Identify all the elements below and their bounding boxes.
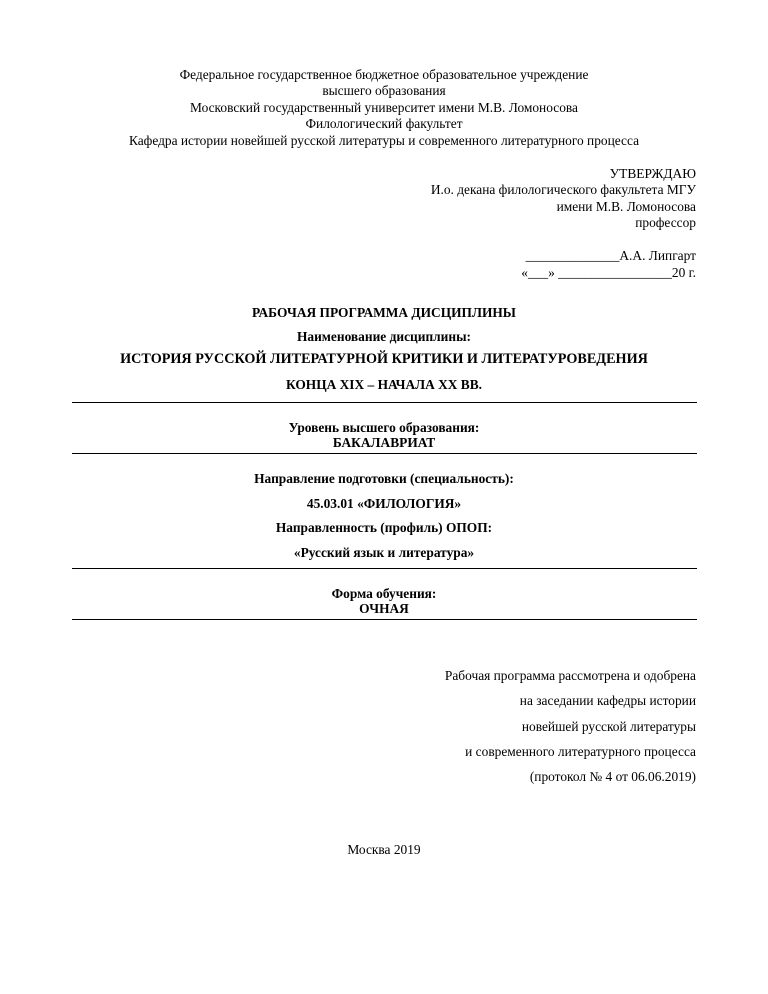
profile-value: «Русский язык и литература» xyxy=(293,545,475,560)
direction-value: 45.03.01 «ФИЛОЛОГИЯ» xyxy=(306,496,462,511)
review-protocol: (протокол № 4 от 06.06.2019) xyxy=(529,769,696,784)
approval-position-1: И.о. декана филологического факультета МГУ xyxy=(430,182,696,197)
header-faculty: Филологический факультет xyxy=(305,116,463,131)
program-heading: РАБОЧАЯ ПРОГРАММА ДИСЦИПЛИНЫ xyxy=(252,305,516,320)
study-form-label: Форма обучения: xyxy=(331,586,437,601)
discipline-name-line-2: КОНЦА XIX – НАЧАЛА XX ВВ. xyxy=(285,377,483,392)
header-university: Московский государственный университет имени М.В. Ломоносова xyxy=(190,100,578,115)
review-line-2: на заседании кафедры истории xyxy=(519,693,696,708)
approval-title: профессор xyxy=(635,215,696,230)
review-line-3: новейшей русской литературы xyxy=(521,719,696,734)
level-label: Уровень высшего образования: xyxy=(288,420,480,435)
review-line-4: и современного литературного процесса xyxy=(465,744,696,759)
profile-label: Направленность (профиль) ОПОП: xyxy=(275,520,493,535)
header-institution-type: Федеральное государственное бюджетное образовательное учреждение xyxy=(179,67,589,82)
approval-date: «___» _________________20 г. xyxy=(521,265,696,280)
header-education-level: высшего образования xyxy=(322,83,446,98)
direction-label: Направление подготовки (специальность): xyxy=(254,471,514,486)
level-value: БАКАЛАВРИАТ xyxy=(332,435,436,450)
city-year: Москва 2019 xyxy=(347,842,421,857)
discipline-name-label: Наименование дисциплины: xyxy=(296,329,472,344)
divider xyxy=(72,402,697,403)
approval-position-2: имени М.В. Ломоносова xyxy=(556,199,696,214)
discipline-name-line-1: ИСТОРИЯ РУССКОЙ ЛИТЕРАТУРНОЙ КРИТИКИ И ЛИТЕРАТУРОВЕДЕНИЯ xyxy=(120,351,648,367)
divider xyxy=(72,568,697,569)
divider xyxy=(72,619,697,620)
review-line-1: Рабочая программа рассмотрена и одобрена xyxy=(444,668,696,683)
study-form-value: ОЧНАЯ xyxy=(359,601,409,616)
approval-heading: УТВЕРЖДАЮ xyxy=(609,166,696,181)
header-department: Кафедра истории новейшей русской литературы и современного литературного процесса xyxy=(128,133,640,148)
approval-signature: ______________А.А. Липгарт xyxy=(525,248,696,263)
divider xyxy=(72,453,697,454)
